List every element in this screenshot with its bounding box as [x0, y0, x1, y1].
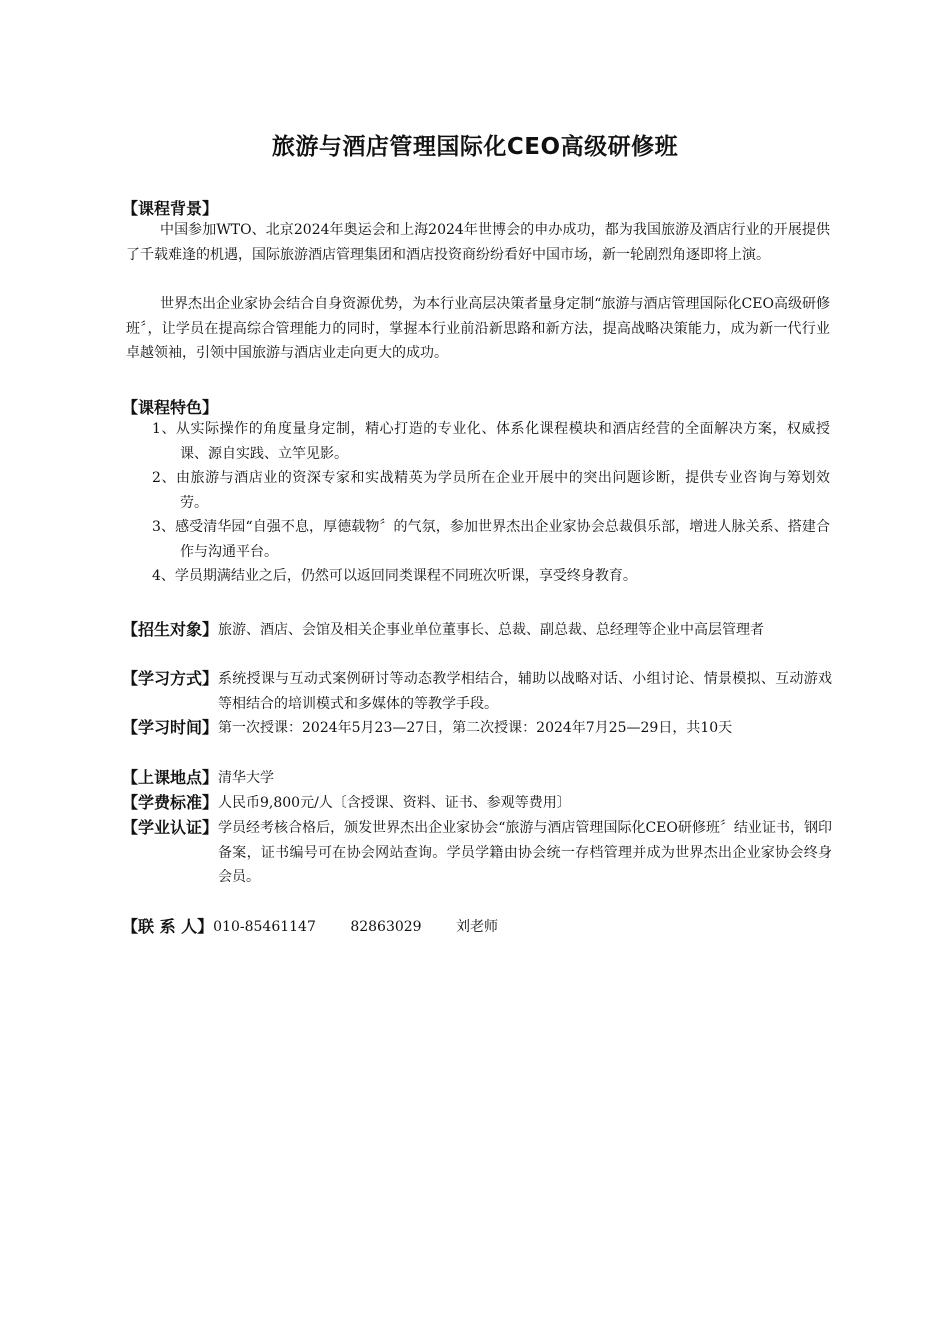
list-item: 4、学员期满结业之后，仍然可以返回同类课程不同班次听课，享受终身教育。 [152, 568, 637, 584]
list-item: 1、从实际操作的角度量身定制，精心打造的专业化、体系化课程模块和酒店经营的全面解决方案，权威授课、源自实践、立竿见影。 [152, 421, 830, 462]
info-label: 【学习时间】 [122, 718, 219, 737]
info-row-cert [122, 816, 832, 890]
contact-value [213, 915, 832, 940]
info-label: 【学业认证】 [122, 818, 219, 837]
section-heading-features: 【课程特色】 [122, 398, 219, 417]
contact-row [122, 915, 832, 940]
info-row-location [122, 766, 832, 791]
info-value: 系统授课与互动式案例研讨等动态教学相结合，辅助以战略对话、小组讨论、情景模拟、互动游戏等相结合的培训模式和多媒体的等教学手段。 [218, 671, 832, 712]
info-value: 学员经考核合格后，颁发世界杰出企业家协会“旅游与酒店管理国际化CEO研修班〞结业证书，钢印备案，证书编号可在协会网站查询。学员学籍由协会统一存档管理并成为世界杰出企业家协会终身会员。 [218, 820, 832, 885]
info-row-fee [122, 791, 832, 816]
contact-phone-1: 010-85461147 [213, 919, 316, 935]
contact-phone-2: 82863029 [350, 919, 422, 935]
info-value: 清华大学 [218, 770, 275, 786]
background-paragraph-1: 中国参加WTO、北京2024年奥运会和上海2024年世博会的申办成功，都为我国旅游及酒店行业的开展提供了千载难逢的机遇，国际旅游酒店管理集团和酒店投资商纷纷看好中国市场，新一轮剧烈角逐即将上演。 [126, 222, 830, 263]
info-label: 【上课地点】 [122, 768, 219, 787]
info-label: 【学习方式】 [122, 669, 219, 688]
document-title: 旅游与酒店管理国际化CEO高级研修班 [271, 134, 679, 160]
info-label: 【学费标准】 [122, 793, 219, 812]
list-item: 2、由旅游与酒店业的资深专家和实战精英为学员所在企业开展中的突出问题诊断，提供专业咨询与筹划效劳。 [152, 470, 830, 511]
background-paragraph-2: 世界杰出企业家协会结合自身资源优势，为本行业高层决策者量身定制“旅游与酒店管理国际化CEO高级研修班〞，让学员在提高综合管理能力的同时，掌握本行业前沿新思路和新方法，提高战略决策能力，成为新一代行业卓越领袖，引领中国旅游与酒店业走向更大的成功。 [126, 296, 830, 361]
features-list [152, 417, 830, 589]
info-row-time [122, 716, 832, 741]
info-value: 旅游、酒店、会馆及相关企事业单位董事长、总裁、副总裁、总经理等企业中高层管理者 [218, 622, 765, 638]
info-row-method [122, 667, 832, 716]
contact-name: 刘老师 [456, 919, 499, 935]
info-label: 【招生对象】 [122, 620, 219, 639]
info-row-target [122, 618, 832, 643]
info-value: 第一次授课：2024年5月23—27日，第二次授课：2024年7月25—29日，共10天 [218, 720, 733, 736]
section-heading-background: 【课程背景】 [122, 199, 219, 218]
contact-label: 【联 系 人】 [122, 917, 214, 936]
info-value: 人民币9,800元/人〔含授课、资料、证书、参观等费用〕 [218, 795, 571, 811]
list-item: 3、感受清华园“自强不息，厚德载物〞的气氛，参加世界杰出企业家协会总裁俱乐部，增进人脉关系、搭建合作与沟通平台。 [152, 519, 830, 560]
